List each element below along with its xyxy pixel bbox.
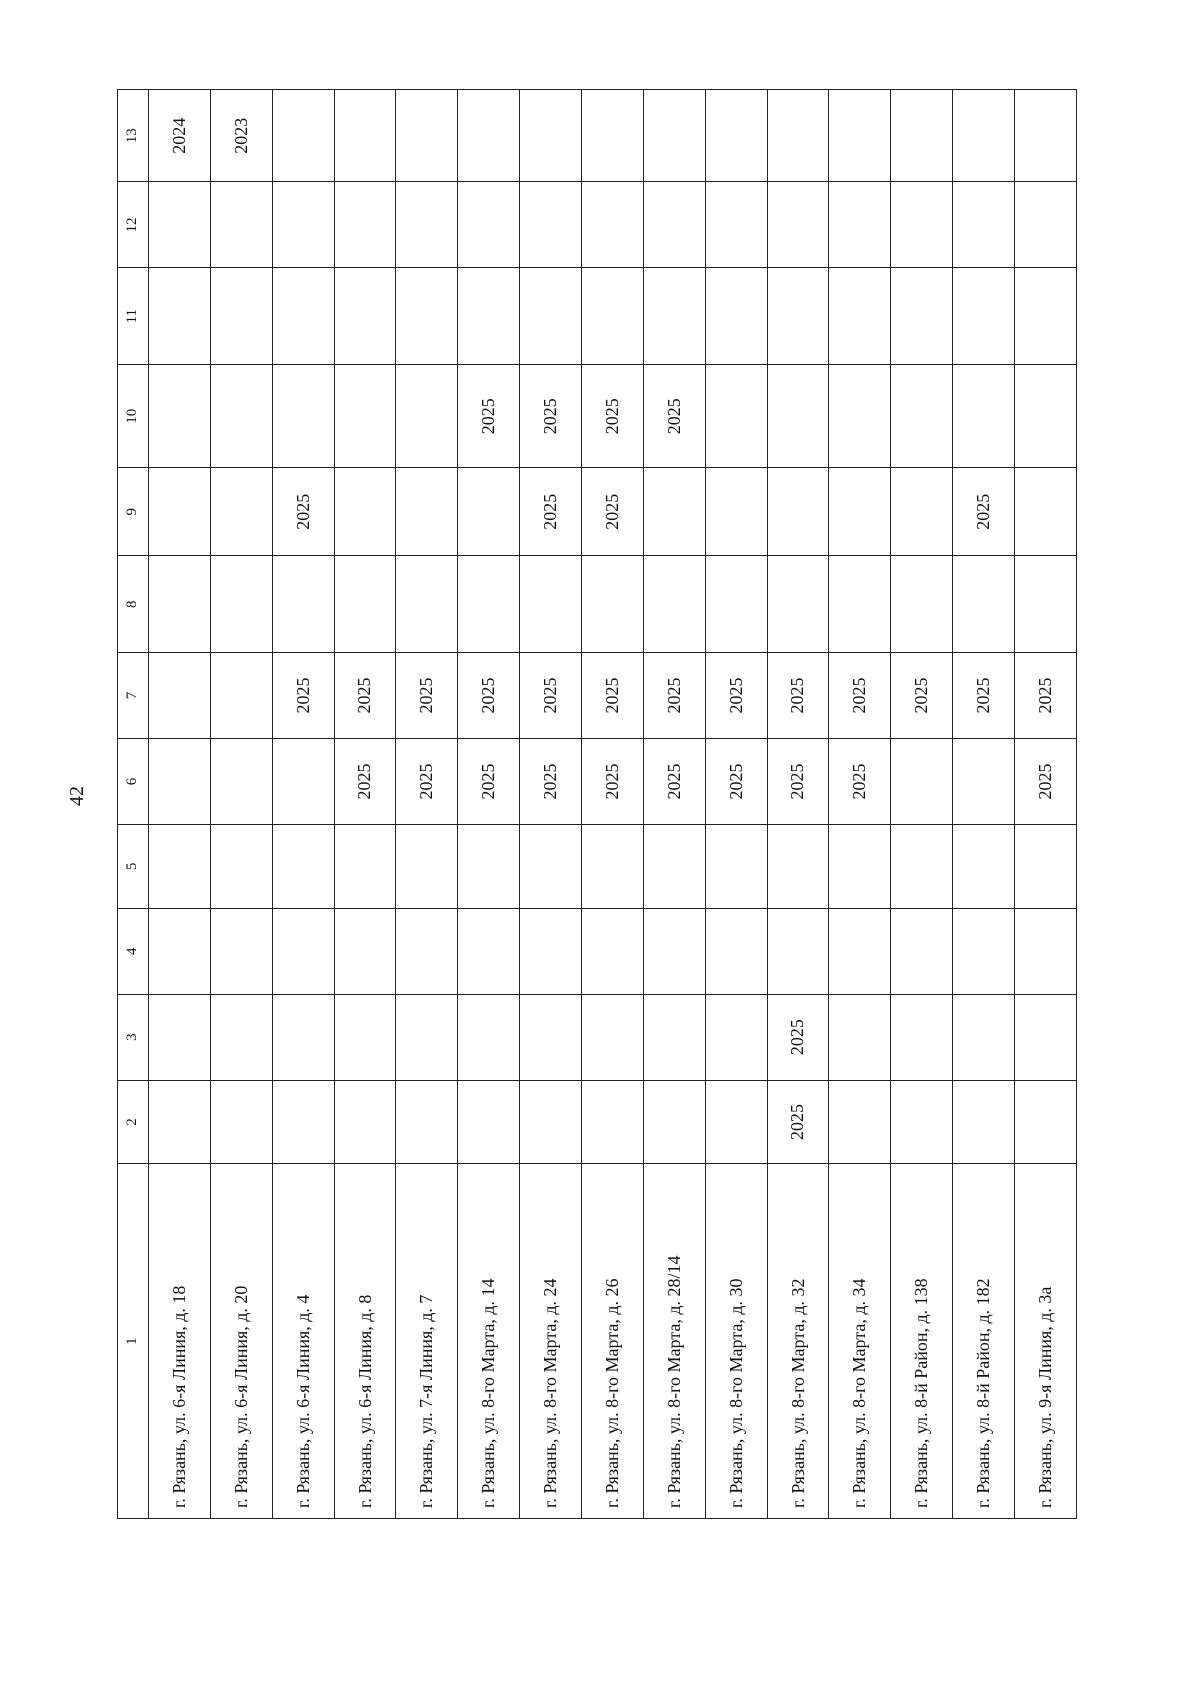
- year-cell: [891, 468, 953, 556]
- year-cell: [396, 468, 458, 556]
- year-cell: [272, 365, 334, 468]
- year-cell: [891, 556, 953, 653]
- year-cell: [643, 556, 705, 653]
- year-cell: [705, 90, 767, 182]
- address-cell: г. Рязань, ул. 7-я Линия, д. 7: [396, 1164, 458, 1519]
- year-cell: [891, 1080, 953, 1164]
- year-cell: [458, 994, 520, 1080]
- year-cell: [767, 824, 829, 908]
- year-cell: [891, 90, 953, 182]
- table-row: [272, 90, 334, 1519]
- year-cell: [210, 738, 272, 824]
- year-cell: [953, 824, 1015, 908]
- year-cell: [272, 994, 334, 1080]
- year-cell: [581, 556, 643, 653]
- year-cell: [458, 824, 520, 908]
- year-cell: [953, 738, 1015, 824]
- year-cell: [458, 182, 520, 268]
- year-cell: 2025: [458, 738, 520, 824]
- year-cell: 2025: [396, 653, 458, 739]
- year-cell: 2025: [705, 738, 767, 824]
- year-cell: [1014, 556, 1076, 653]
- year-cell: [210, 365, 272, 468]
- address-cell: г. Рязань, ул. 8-го Марта, д. 34: [829, 1164, 891, 1519]
- year-cell: 2025: [272, 468, 334, 556]
- year-cell: [953, 994, 1015, 1080]
- year-cell: [272, 1080, 334, 1164]
- year-cell: [272, 556, 334, 653]
- year-cell: [953, 365, 1015, 468]
- year-cell: [520, 90, 582, 182]
- year-cell: [396, 182, 458, 268]
- address-cell: г. Рязань, ул. 8-го Марта, д. 28/14: [643, 1164, 705, 1519]
- address-cell: г. Рязань, ул. 6-я Линия, д. 8: [334, 1164, 396, 1519]
- year-cell: [829, 908, 891, 994]
- address-cell: г. Рязань, ул. 8-го Марта, д. 26: [581, 1164, 643, 1519]
- page-number: 42: [66, 786, 88, 806]
- year-cell: [458, 908, 520, 994]
- year-cell: [643, 90, 705, 182]
- year-cell: [953, 1080, 1015, 1164]
- year-cell: [272, 90, 334, 182]
- year-cell: [272, 738, 334, 824]
- year-cell: 2025: [767, 994, 829, 1080]
- year-cell: [829, 994, 891, 1080]
- year-cell: [705, 365, 767, 468]
- year-cell: [458, 1080, 520, 1164]
- year-cell: [581, 1080, 643, 1164]
- year-cell: [148, 653, 210, 739]
- year-cell: [520, 1080, 582, 1164]
- year-cell: [334, 90, 396, 182]
- year-cell: 2024: [148, 90, 210, 182]
- year-cell: [705, 994, 767, 1080]
- year-cell: [272, 908, 334, 994]
- year-cell: [643, 908, 705, 994]
- year-cell: [334, 1080, 396, 1164]
- year-cell: [520, 994, 582, 1080]
- address-cell: г. Рязань, ул. 8-й Район, д. 182: [953, 1164, 1015, 1519]
- year-cell: [767, 268, 829, 365]
- year-cell: [396, 994, 458, 1080]
- year-cell: [334, 468, 396, 556]
- year-cell: 2025: [643, 738, 705, 824]
- column-number-12: 12: [118, 182, 149, 268]
- table-row: [767, 90, 829, 1519]
- year-cell: [705, 468, 767, 556]
- year-cell: [643, 268, 705, 365]
- column-number-6: 6: [118, 738, 149, 824]
- year-cell: [891, 908, 953, 994]
- year-cell: [210, 1080, 272, 1164]
- year-cell: [705, 268, 767, 365]
- year-cell: [643, 1080, 705, 1164]
- column-number-3: 3: [118, 994, 149, 1080]
- year-cell: [396, 1080, 458, 1164]
- year-cell: [643, 994, 705, 1080]
- year-cell: [396, 556, 458, 653]
- year-cell: [520, 268, 582, 365]
- year-cell: 2025: [705, 653, 767, 739]
- year-cell: [891, 268, 953, 365]
- year-cell: [272, 824, 334, 908]
- year-cell: 2025: [520, 653, 582, 739]
- year-cell: 2025: [767, 1080, 829, 1164]
- year-cell: [891, 824, 953, 908]
- year-cell: [581, 90, 643, 182]
- year-cell: [581, 824, 643, 908]
- year-cell: [210, 908, 272, 994]
- year-cell: [643, 182, 705, 268]
- column-number-9: 9: [118, 468, 149, 556]
- column-number-13: 13: [118, 90, 149, 182]
- address-cell: г. Рязань, ул. 6-я Линия, д. 20: [210, 1164, 272, 1519]
- year-cell: [334, 824, 396, 908]
- year-cell: [396, 365, 458, 468]
- year-cell: [891, 994, 953, 1080]
- year-cell: [520, 556, 582, 653]
- year-cell: [643, 468, 705, 556]
- year-cell: [458, 90, 520, 182]
- year-cell: [891, 182, 953, 268]
- year-cell: [334, 994, 396, 1080]
- year-cell: 2025: [334, 738, 396, 824]
- year-cell: 2025: [767, 738, 829, 824]
- year-cell: 2023: [210, 90, 272, 182]
- year-cell: [581, 182, 643, 268]
- year-cell: [643, 824, 705, 908]
- year-cell: [520, 824, 582, 908]
- year-cell: [334, 182, 396, 268]
- year-cell: [953, 908, 1015, 994]
- year-cell: [891, 365, 953, 468]
- column-number-5: 5: [118, 824, 149, 908]
- year-cell: [705, 556, 767, 653]
- column-number-4: 4: [118, 908, 149, 994]
- year-cell: [396, 908, 458, 994]
- year-cell: 2025: [520, 738, 582, 824]
- year-cell: [705, 824, 767, 908]
- year-cell: [829, 268, 891, 365]
- table-row: [643, 90, 705, 1519]
- year-cell: [148, 468, 210, 556]
- header-row: [118, 90, 149, 1519]
- year-cell: 2025: [829, 653, 891, 739]
- address-cell: г. Рязань, ул. 6-я Линия, д. 4: [272, 1164, 334, 1519]
- address-cell: г. Рязань, ул. 8-го Марта, д. 14: [458, 1164, 520, 1519]
- year-cell: [148, 268, 210, 365]
- year-cell: [148, 738, 210, 824]
- table-row: [210, 90, 272, 1519]
- year-cell: [829, 365, 891, 468]
- year-cell: 2025: [829, 738, 891, 824]
- column-number-10: 10: [118, 365, 149, 468]
- year-cell: [891, 738, 953, 824]
- year-cell: [148, 908, 210, 994]
- year-cell: [334, 556, 396, 653]
- year-cell: [829, 824, 891, 908]
- table-row: [396, 90, 458, 1519]
- year-cell: 2025: [891, 653, 953, 739]
- year-cell: [1014, 824, 1076, 908]
- year-cell: [210, 653, 272, 739]
- year-cell: 2025: [520, 468, 582, 556]
- table-row: [334, 90, 396, 1519]
- column-number-2: 2: [118, 1080, 149, 1164]
- year-cell: [334, 268, 396, 365]
- year-cell: [272, 182, 334, 268]
- year-cell: [148, 182, 210, 268]
- column-number-1: 1: [118, 1164, 149, 1519]
- year-cell: 2025: [520, 365, 582, 468]
- address-cell: г. Рязань, ул. 8-го Марта, д. 24: [520, 1164, 582, 1519]
- table-row: [705, 90, 767, 1519]
- year-cell: [210, 268, 272, 365]
- table-row: [520, 90, 582, 1519]
- table-row: [581, 90, 643, 1519]
- year-cell: [148, 1080, 210, 1164]
- year-cell: 2025: [334, 653, 396, 739]
- year-cell: [829, 90, 891, 182]
- address-cell: г. Рязань, ул. 8-го Марта, д. 30: [705, 1164, 767, 1519]
- year-cell: [767, 908, 829, 994]
- table-row: [1014, 90, 1076, 1519]
- year-cell: [148, 365, 210, 468]
- table-row: [829, 90, 891, 1519]
- table-row: [458, 90, 520, 1519]
- year-cell: [705, 182, 767, 268]
- year-cell: [458, 468, 520, 556]
- table-row: [891, 90, 953, 1519]
- year-cell: 2025: [643, 365, 705, 468]
- year-cell: [953, 556, 1015, 653]
- address-cell: г. Рязань, ул. 6-я Линия, д. 18: [148, 1164, 210, 1519]
- year-cell: [1014, 268, 1076, 365]
- table-row: [953, 90, 1015, 1519]
- year-cell: [272, 268, 334, 365]
- year-cell: [1014, 468, 1076, 556]
- year-cell: [210, 994, 272, 1080]
- year-cell: [148, 994, 210, 1080]
- year-cell: [458, 556, 520, 653]
- year-cell: [334, 365, 396, 468]
- year-cell: [767, 468, 829, 556]
- year-cell: [396, 824, 458, 908]
- year-cell: [396, 268, 458, 365]
- year-cell: 2025: [767, 653, 829, 739]
- year-cell: [210, 468, 272, 556]
- year-cell: 2025: [581, 738, 643, 824]
- year-cell: 2025: [1014, 738, 1076, 824]
- year-cell: 2025: [458, 365, 520, 468]
- year-cell: 2025: [272, 653, 334, 739]
- address-cell: г. Рязань, ул. 8-й Район, д. 138: [891, 1164, 953, 1519]
- year-cell: [581, 268, 643, 365]
- year-cell: [1014, 908, 1076, 994]
- year-cell: [520, 182, 582, 268]
- schedule-table: [117, 89, 1077, 1519]
- year-cell: [210, 556, 272, 653]
- year-cell: [1014, 1080, 1076, 1164]
- year-cell: [705, 1080, 767, 1164]
- year-cell: [1014, 182, 1076, 268]
- address-cell: г. Рязань, ул. 8-го Марта, д. 32: [767, 1164, 829, 1519]
- year-cell: [520, 908, 582, 994]
- year-cell: 2025: [643, 653, 705, 739]
- year-cell: [767, 90, 829, 182]
- year-cell: [829, 182, 891, 268]
- column-number-7: 7: [118, 653, 149, 739]
- year-cell: [767, 365, 829, 468]
- year-cell: [953, 182, 1015, 268]
- year-cell: [829, 468, 891, 556]
- year-cell: [210, 824, 272, 908]
- year-cell: 2025: [458, 653, 520, 739]
- year-cell: [1014, 365, 1076, 468]
- year-cell: [396, 90, 458, 182]
- table-row: [148, 90, 210, 1519]
- year-cell: 2025: [1014, 653, 1076, 739]
- year-cell: [1014, 994, 1076, 1080]
- year-cell: [210, 182, 272, 268]
- year-cell: [1014, 90, 1076, 182]
- year-cell: [148, 556, 210, 653]
- year-cell: [767, 182, 829, 268]
- year-cell: [148, 824, 210, 908]
- year-cell: [953, 268, 1015, 365]
- year-cell: 2025: [581, 468, 643, 556]
- year-cell: [767, 556, 829, 653]
- year-cell: [458, 268, 520, 365]
- year-cell: 2025: [396, 738, 458, 824]
- year-cell: [705, 908, 767, 994]
- year-cell: [334, 908, 396, 994]
- year-cell: 2025: [953, 653, 1015, 739]
- schedule-table-sheet: [117, 89, 1077, 1519]
- column-number-11: 11: [118, 268, 149, 365]
- year-cell: [581, 908, 643, 994]
- year-cell: [953, 90, 1015, 182]
- year-cell: 2025: [953, 468, 1015, 556]
- year-cell: [829, 556, 891, 653]
- year-cell: 2025: [581, 653, 643, 739]
- year-cell: [829, 1080, 891, 1164]
- year-cell: 2025: [581, 365, 643, 468]
- address-cell: г. Рязань, ул. 9-я Линия, д. 3а: [1014, 1164, 1076, 1519]
- column-number-8: 8: [118, 556, 149, 653]
- year-cell: [581, 994, 643, 1080]
